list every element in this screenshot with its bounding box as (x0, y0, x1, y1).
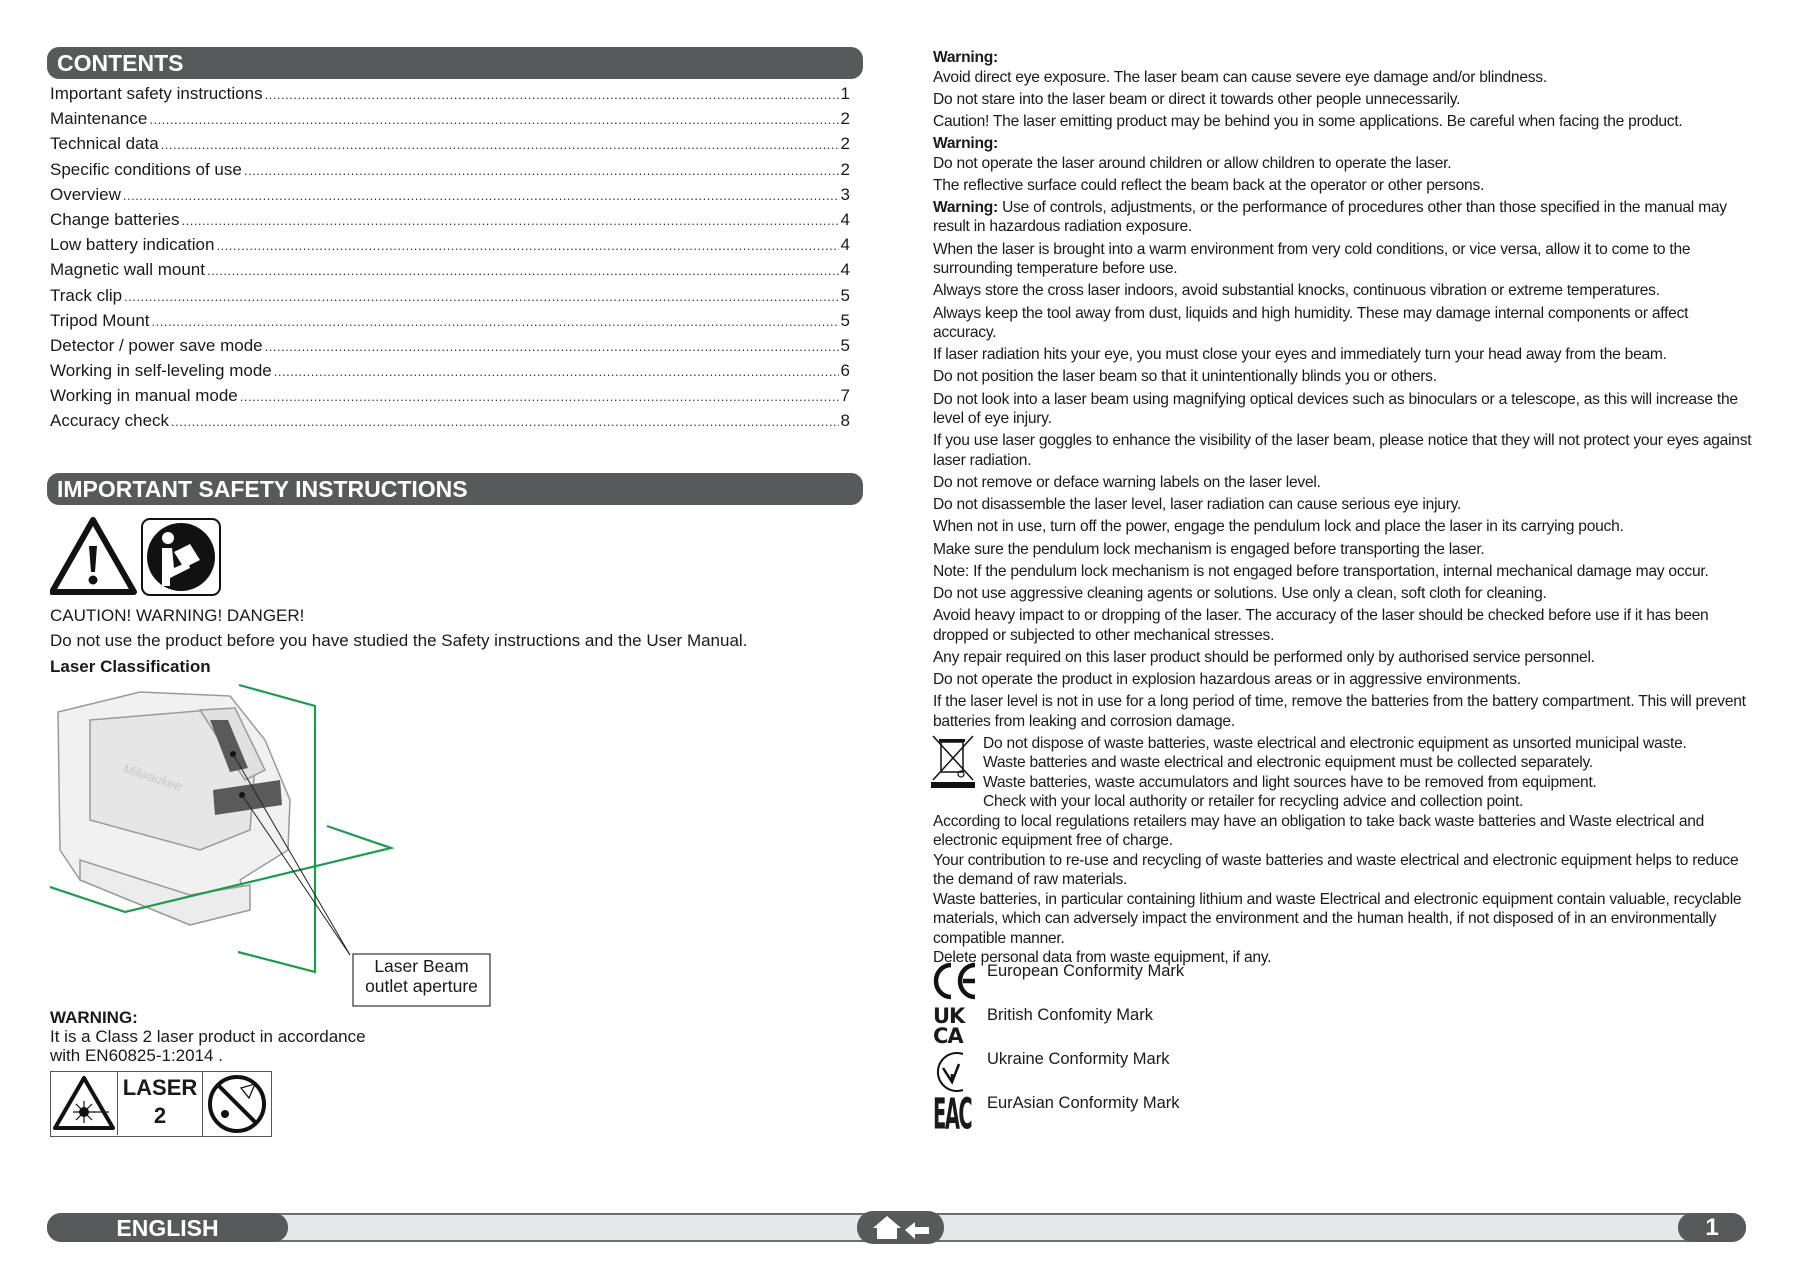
ukraine-mark-icon (933, 1050, 979, 1094)
table-of-contents (50, 81, 850, 434)
toc-item[interactable] (50, 383, 850, 408)
toc-item-label: Overview (50, 184, 121, 204)
safety-paragraph: When not in use, turn off the power, engage the pendulum lock and place the laser in its carrying pouch. (933, 518, 1624, 536)
laser-hazard-icon (51, 1072, 118, 1135)
toc-item[interactable] (50, 207, 850, 232)
eac-mark-icon (933, 1090, 979, 1141)
toc-item-label: Magnetic wall mount (50, 260, 205, 280)
toc-item[interactable] (50, 257, 850, 282)
callout-line-1: Laser Beam (374, 956, 469, 976)
callout-line-2: outlet aperture (365, 976, 478, 996)
toc-item-page: 6 (840, 361, 850, 381)
disposal-paragraph: Your contribution to re-use and recycling of waste batteries and waste electrical and electronic equipment helps to reduce the demand of raw materials. (933, 851, 1739, 889)
toc-item[interactable] (50, 157, 850, 182)
toc-item-label: Technical data (50, 134, 159, 154)
toc-item[interactable] (50, 283, 850, 308)
safety-paragraph: Note: If the pendulum lock mechanism is not engaged before transportation, internal mechanical damage may occur. (933, 562, 1709, 580)
toc-item-page: 8 (840, 411, 850, 431)
toc-item-label: Track clip (50, 285, 123, 305)
contents-header: CONTENTS (47, 47, 863, 79)
eac-mark (933, 1090, 1180, 1141)
toc-item-label: Important safety instructions (50, 84, 263, 103)
dot-leader (123, 182, 839, 207)
safety-paragraph: If laser radiation hits your eye, you must close your eyes and immediately turn your head away from the beam. (933, 346, 1667, 364)
safety-paragraph: Always keep the tool away from dust, liquids and high humidity. These may damage internal components or affect accuracy. (933, 304, 1689, 341)
weee-line: Check with your local authority or retailer for recycling advice and collection point. (983, 793, 1524, 811)
weee-line: Waste batteries, waste accumulators and light sources have to be removed from equipment. (983, 773, 1597, 791)
warning-text-3: Use of controls, adjustments, or the performance of procedures other than those specified in the manual may result in hazardous radiation exposure. (933, 198, 1727, 236)
nav-buttons (857, 1211, 944, 1244)
ukca-mark-symbol: UKCA (933, 1004, 965, 1048)
safety-text-column (933, 48, 1753, 968)
toc-item[interactable] (50, 408, 850, 433)
disposal-paragraph: Waste batteries, in particular containing lithium and waste Electrical and electronic equipment contain valuable, recyclable materials, which can adversely impact the environment and the human health, if not disposed of in an environmentally compatible manner. (933, 890, 1742, 947)
safety-paragraph: Do not look into a laser beam using magnifying optical devices such as binoculars or a telescope, as this will increase the level of eye injury. (933, 390, 1738, 428)
toc-item-label: Tripod Mount (50, 310, 150, 330)
weee-line: Waste batteries and waste electrical and electronic equipment must be collected separately. (983, 754, 1593, 772)
ce-mark (933, 962, 1184, 1000)
ua-mark (933, 1050, 1169, 1094)
ukca-mark-icon (933, 1006, 979, 1046)
dot-leader (152, 308, 839, 333)
toc-item[interactable] (50, 358, 850, 383)
ua-mark-label: Ukraine Conformity Mark (987, 1050, 1170, 1068)
safety-paragraph: Any repair required on this laser product should be performed only by authorised service personnel. (933, 648, 1595, 666)
safety-paragraph: Do not position the laser beam so that it unintentionally blinds you or others. (933, 368, 1437, 386)
warning-triangle-icon (52, 520, 134, 592)
toc-item-page: 4 (840, 260, 850, 280)
laser-label-class: 2 (153, 1103, 167, 1128)
dot-leader (240, 383, 839, 408)
weee-section (933, 734, 1753, 812)
toc-item-page: 4 (840, 209, 850, 229)
eac-mark-symbol: EAC (933, 1090, 972, 1141)
dot-leader (124, 283, 838, 308)
toc-item-page: 2 (840, 109, 850, 129)
read-manual-icon (142, 519, 220, 595)
ce-mark-icon (933, 962, 979, 1000)
toc-item-label: Low battery indication (50, 235, 215, 255)
dot-leader (265, 333, 839, 358)
toc-item-page: 5 (840, 335, 850, 355)
laser-label-word: LASER (122, 1075, 198, 1100)
toc-item-label: Specific conditions of use (50, 159, 242, 179)
safety-symbols (50, 516, 222, 596)
laser-class-label (50, 1071, 272, 1137)
toc-item[interactable] (50, 333, 850, 358)
warning-item: Caution! The laser emitting product may be behind you in some applications. Be careful when facing the product. (933, 112, 1683, 130)
dot-leader (216, 232, 838, 257)
toc-item[interactable] (50, 106, 850, 131)
ukca-mark-label: British Confomity Mark (987, 1006, 1153, 1024)
disposal-paragraph: Delete personal data from waste equipment, if any. (933, 949, 1272, 967)
dot-leader (171, 408, 838, 433)
safety-paragraph: Do not operate the product in explosion hazardous areas or in aggressive environments. (933, 670, 1521, 688)
dot-leader (274, 358, 839, 383)
safety-paragraph: When the laser is brought into a warm environment from very cold conditions, or vice versa, allow it to come to the surrounding temperature before use. (933, 240, 1691, 278)
safety-paragraph: If you use laser goggles to enhance the visibility of the laser beam, please notice that they will not protect your eyes against laser radiation. (933, 432, 1752, 469)
toc-item-label: Accuracy check (50, 411, 170, 431)
ukca-mark (933, 1006, 1153, 1046)
home-icon[interactable] (873, 1216, 901, 1239)
toc-item-page: 2 (840, 134, 850, 154)
safety-header: IMPORTANT SAFETY INSTRUCTIONS (47, 473, 863, 505)
dot-leader (181, 207, 838, 232)
warning-line-1: It is a Class 2 laser product in accordance (50, 1027, 366, 1046)
warning-heading-3: Warning: (933, 198, 998, 216)
toc-item[interactable] (50, 182, 850, 207)
safety-paragraph: If the laser level is not in use for a long period of time, remove the batteries from the battery compartment. This will prevent batteries from leaking and corrosion damage. (933, 693, 1746, 730)
weee-line: Do not dispose of waste batteries, waste electrical and electronic equipment as unsorted municipal waste. (983, 734, 1687, 752)
toc-item-page: 5 (840, 310, 850, 330)
toc-item-page: 1 (840, 84, 850, 103)
disposal-paragraph: According to local regulations retailers may have an obligation to take back waste batteries and Waste electrical and electronic equipment free of charge. (933, 812, 1705, 850)
warning-heading-2: Warning: (933, 135, 998, 153)
toc-item[interactable] (50, 81, 850, 106)
warning-item: Do not stare into the laser beam or direct it towards other people unnecessarily. (933, 90, 1461, 108)
crossed-bin-icon (931, 734, 977, 788)
ce-mark-label: European Conformity Mark (987, 962, 1185, 980)
warning-heading: WARNING: (50, 1008, 138, 1027)
toc-item[interactable] (50, 131, 850, 156)
warning-heading-1: Warning: (933, 49, 998, 66)
toc-item[interactable] (50, 308, 850, 333)
toc-item-page: 7 (840, 386, 850, 406)
eac-mark-label: EurAsian Conformity Mark (987, 1094, 1180, 1112)
dot-leader (161, 131, 839, 156)
safety-paragraph: Always store the cross laser indoors, avoid substantial knocks, continuous vibration or extreme temperatures. (933, 282, 1660, 300)
safety-paragraph: Do not remove or deface warning labels on the laser level. (933, 473, 1321, 491)
dot-leader (207, 257, 839, 282)
do-not-stare-icon (203, 1072, 270, 1135)
warning-line-2: with EN60825-1:2014 . (50, 1046, 223, 1065)
toc-item-page: 5 (840, 285, 850, 305)
dot-leader (149, 106, 838, 131)
dot-leader (265, 81, 839, 106)
language-label: ENGLISH (47, 1213, 288, 1242)
toc-item-page: 3 (840, 184, 850, 204)
back-arrow-icon[interactable] (905, 1222, 929, 1239)
toc-item-label: Maintenance (50, 109, 148, 129)
brand-logo: Milwaukee (121, 760, 185, 794)
warning-item: Avoid direct eye exposure. The laser beam can cause severe eye damage and/or blindness. (933, 68, 1547, 86)
toc-item-page: 4 (840, 235, 850, 255)
warning-item: Do not operate the laser around children or allow children to operate the laser. (933, 154, 1452, 172)
toc-item-label: Working in self-leveling mode (50, 361, 272, 381)
safety-paragraph: Avoid heavy impact to or dropping of the laser. The accuracy of the laser should be checked before use if it has been dropped or subjected to other mechanical stresses. (933, 607, 1709, 644)
toc-item-label: Working in manual mode (50, 386, 238, 406)
safety-paragraph: Do not disassemble the laser level, laser radiation can cause serious eye injury. (933, 496, 1462, 514)
caution-text: CAUTION! WARNING! DANGER! (50, 606, 305, 625)
toc-item-page: 2 (840, 159, 850, 179)
intro-text: Do not use the product before you have studied the Safety instructions and the User Manual. (50, 631, 748, 650)
toc-item-label: Change batteries (50, 209, 180, 229)
dot-leader (244, 157, 839, 182)
safety-paragraph: Make sure the pendulum lock mechanism is engaged before transporting the laser. (933, 540, 1485, 558)
warning-item: The reflective surface could reflect the beam back at the operator or other persons. (933, 176, 1485, 194)
page-number: 1 (1678, 1213, 1746, 1242)
laser-classification-heading: Laser Classification (50, 657, 211, 676)
safety-paragraph: Do not use aggressive cleaning agents or solutions. Use only a clean, soft cloth for cleaning. (933, 584, 1547, 602)
toc-item[interactable] (50, 232, 850, 257)
toc-item-label: Detector / power save mode (50, 335, 263, 355)
